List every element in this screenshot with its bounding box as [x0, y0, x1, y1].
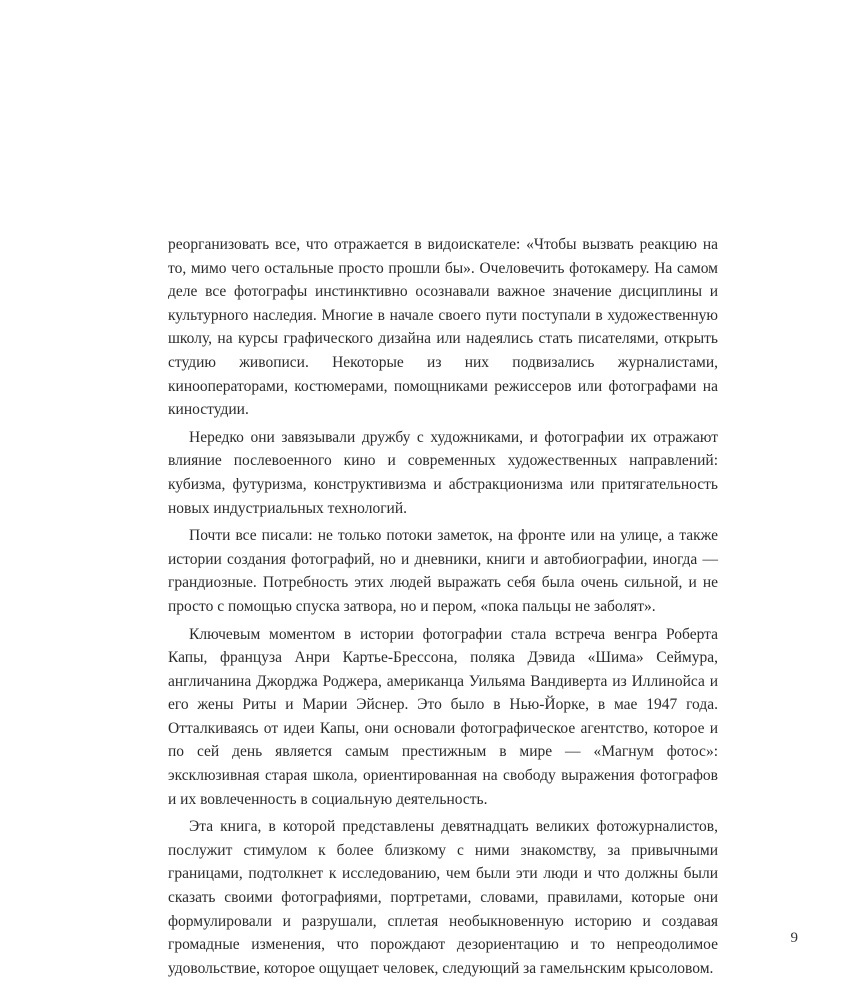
paragraph-1: реорганизовать все, что отражается в видоискателе: «Чтобы вызвать реакцию на то, мимо чего остальные просто прошли бы». Очеловечить фотокамеру. На самом деле все фотографы инстинктивно осознавали важное значение дисциплины и культурного наследия. Многие в начале своего пути поступали в художественную школу, на курсы графического дизайна или надеялись стать писателями, открыть студию живописи. Некоторые из них подвизались журналистами, кинооператорами, костюмерами, помощниками режиссеров или фотографами на киностудии. [168, 236, 718, 419]
paragraph-3: Почти все писали: не только потоки заметок, на фронте или на улице, а также истории создания фотографий, но и дневники, книги и автобиографии, иногда — грандиозные. Потребность этих людей выражать себя была очень сильной, и не просто с помощью спуска затвора, но и пером, «пока пальцы не заболят». [168, 527, 718, 615]
page-number: 9 [790, 930, 798, 946]
paragraph-2: Нередко они завязывали дружбу с художниками, и фотографии их отражают влияние послевоенного кино и современных художественных направлений: кубизма, футуризма, конструктивизма и абстракционизма или притягательность новых индустриальных технологий. [168, 428, 718, 517]
body-text [168, 233, 718, 980]
paragraph-4: Ключевым моментом в истории фотографии стала встреча венгра Роберта Капы, француза Анри Картье-Брессона, поляка Дэвида «Шима» Сеймура, англичанина Джорджа Роджера, американца Уильяма Вандиверта из Иллинойса и его жены Риты и Марии Эйснер. Это было в Нью-Йорке, в мае 1947 года. Отталкиваясь от идеи Капы, они основали фотографическое агентство, которое и по сей день является самым престижным в мире — «Магнум фотос»: эксклюзивная старая школа, ориентированная на свободу выражения фотографов и их вовлеченность в социальную деятельность. [168, 625, 718, 808]
paragraph-5: Эта книга, в которой представлены девятнадцать великих фотожурналистов, послужит стимулом к более близкому с ними знакомству, за привычными границами, подтолкнет к исследованию, чем были эти люди и что должны были сказать своими фотографиями, портретами, словами, правилами, которые они формулировали и разрушали, сплетая необыкновенную историю и создавая громадные изменения, что порождают дезориентацию и то непреодолимое удовольствие, которое ощущает человек, следующий за гамельнским крысоловом. [168, 818, 718, 977]
